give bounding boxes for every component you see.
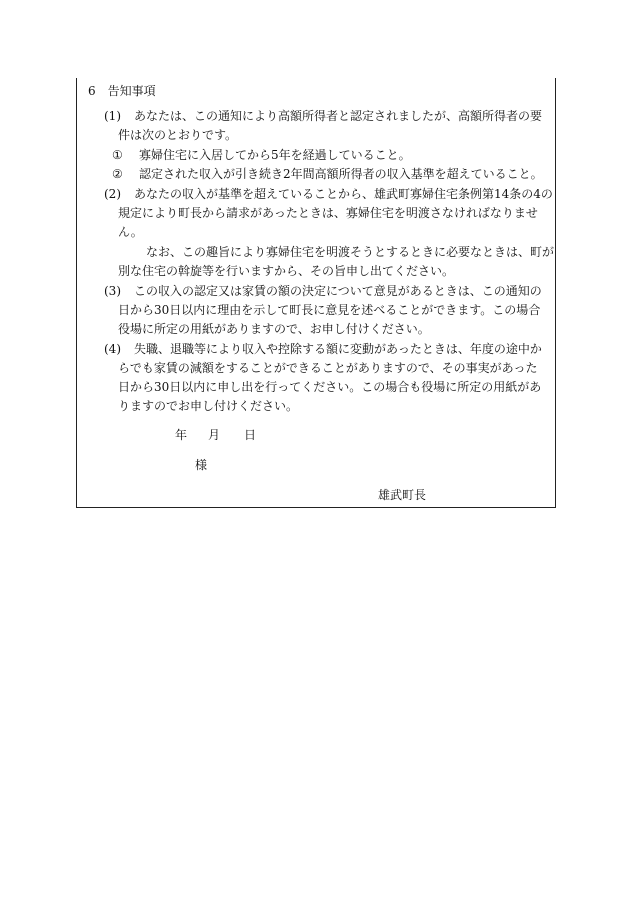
item-3-number: (3) [104,284,121,298]
item-1-sub-1-mark: ① [112,148,123,162]
item-4-line-4: りますのでお申し付けください。 [118,399,299,413]
item-4-line-2: らでも家賃の減額をすることができることがありますので、その事実があった [118,361,538,375]
item-1-line-2: 件は次のとおりです。 [118,128,238,142]
item-3-line-2: 日から30日以内に理由を示して町長に意見を述べることができます。この場合 [118,303,541,317]
item-1-number: (1) [104,109,121,123]
item-2-line-1: あなたの収入が基準を超えていることから、雄武町寡婦住宅条例第14条の4の [134,187,553,201]
date-year-label: 年 [175,428,188,442]
item-2-number: (2) [104,187,121,201]
item-2-line-3: ん。 [118,225,143,239]
item-1-sub-2-mark: ② [112,167,123,181]
item-2-note-line-1: なお、この趣旨により寡婦住宅を明渡そうとするときに必要なときは、町が [146,245,555,259]
item-2-line-2: 規定により町長から請求があったときは、寡婦住宅を明渡さなければなりませ [118,206,538,220]
item-4-line-1: 失職、退職等により収入や控除する額に変動があったときは、年度の途中か [134,342,542,356]
date-day-label: 日 [244,428,257,442]
recipient-honorific: 様 [195,458,208,472]
signer-name: 雄武町長 [378,488,427,502]
item-4-number: (4) [104,342,121,356]
item-3-line-1: この収入の認定又は家賃の額の決定について意見があるときは、この通知の [134,284,542,298]
item-4-line-3: 日から30日以内に申し出を行ってください。この場合も役場に所定の用紙があ [118,380,542,394]
item-1-line-1: あなたは、この通知により高額所得者と認定されましたが、高額所得者の要 [134,109,543,123]
date-month-label: 月 [208,428,221,442]
item-2-note-line-2: 別な住宅の斡旋等を行いますから、その旨申し出てください。 [118,264,455,278]
item-1-sub-1-text: 寡婦住宅に入居してから5年を経過していること。 [139,148,411,162]
section-title: 6 告知事項 [88,84,156,98]
item-3-line-3: 役場に所定の用紙がありますので、お申し付けください。 [118,322,430,336]
item-1-sub-2-text: 認定された収入が引き続き2年間高額所得者の収入基準を超えていること。 [139,167,543,181]
